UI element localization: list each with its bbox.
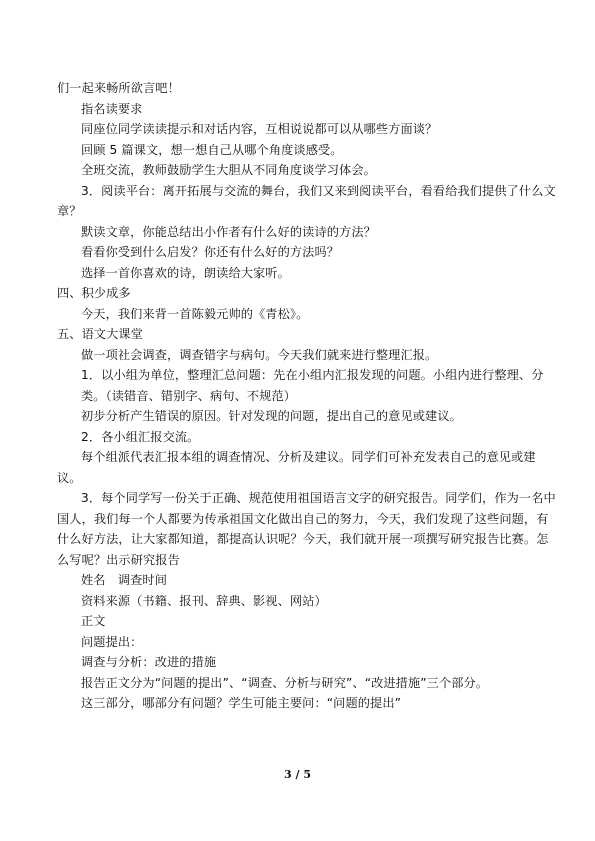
text-line-10: 选择一首你喜欢的诗，朗读给大家听。 — [81, 265, 290, 280]
text-line-8: 默读文章，你能总结出小作者有什么好的读诗的方法？ — [81, 224, 376, 239]
text-line-20: 议。 — [57, 470, 82, 485]
text-line-30: 报告正文分为“问题的提出”、“调查、分析与研究”、“改进措施”三个部分。 — [81, 675, 489, 690]
section-heading-4: 四、积少成多 — [57, 286, 131, 300]
text-line-12: 今天，我们来背一首陈毅元帅的《青松》。 — [81, 306, 309, 321]
text-line-28: 问题提出： — [81, 634, 143, 649]
text-line-19: 每个组派代表汇报本组的调查情况、分析及建议。同学们可补充发表自己的意见或建 — [81, 450, 536, 464]
section-heading-5: 五、语文大课堂 — [57, 327, 144, 341]
page-number: 3 / 5 — [284, 768, 311, 781]
text-line-2: 指名读要求 — [81, 101, 143, 116]
text-line-31: 这三部分，哪部分有问题？学生可能主要问：“问题的提出” — [81, 696, 402, 710]
text-line-4: 回顾 5 篇课文，想一想自己从哪个角度谈感受。 — [81, 142, 343, 157]
text-line-18: 2．各小组汇报交流。 — [81, 429, 200, 444]
text-line-1: 们一起来畅所欲言吧！ — [57, 81, 180, 95]
text-line-6: 3．阅读平台：离开拓展与交流的舞台，我们又来到阅读平台，看看给我们提供了什么文 — [81, 183, 556, 198]
text-line-27: 正文 — [81, 614, 106, 628]
text-line-16: 类。（读错音、错别字、病句、不规范） — [81, 388, 297, 403]
text-line-29: 调查与分析：改进的措施 — [81, 655, 217, 669]
text-line-14: 做一项社会调查，调查错字与病句。今天我们就来进行整理汇报。 — [81, 347, 438, 362]
text-line-23: 什么好方法，让大家都知道，都提高认识呢？今天，我们就开展一项撰写研究报告比赛。怎 — [57, 532, 549, 546]
text-line-25: 姓名 调查时间 — [81, 573, 168, 587]
text-line-24: 么写呢？出示研究报告 — [57, 552, 180, 567]
document-body — [57, 78, 556, 714]
text-line-17: 初步分析产生错误的原因。针对发现的问题，提出自己的意见或建议。 — [81, 409, 462, 423]
text-line-21: 3．每个同学写一份关于正确、规范使用祖国语言文字的研究报告。同学们，作为一名中 — [81, 491, 556, 505]
text-line-7: 章？ — [57, 204, 82, 218]
text-line-15: 1．以小组为单位，整理汇总问题：先在小组内汇报发现的问题。小组内进行整理、分 — [81, 368, 544, 382]
text-line-3: 同座位同学读读提示和对话内容，互相说说都可以从哪些方面谈？ — [81, 122, 438, 136]
text-line-26: 资料来源（书籍、报刊、辞典、影视、网站） — [81, 593, 327, 608]
text-line-5: 全班交流，教师鼓励学生大胆从不同角度谈学习体会。 — [81, 163, 376, 177]
text-line-9: 看看你受到什么启发？你还有什么好的方法吗？ — [81, 245, 340, 259]
text-line-22: 国人，我们每一个人都要为传承祖国文化做出自己的努力，今天，我们发现了这些问题，有 — [57, 511, 549, 526]
